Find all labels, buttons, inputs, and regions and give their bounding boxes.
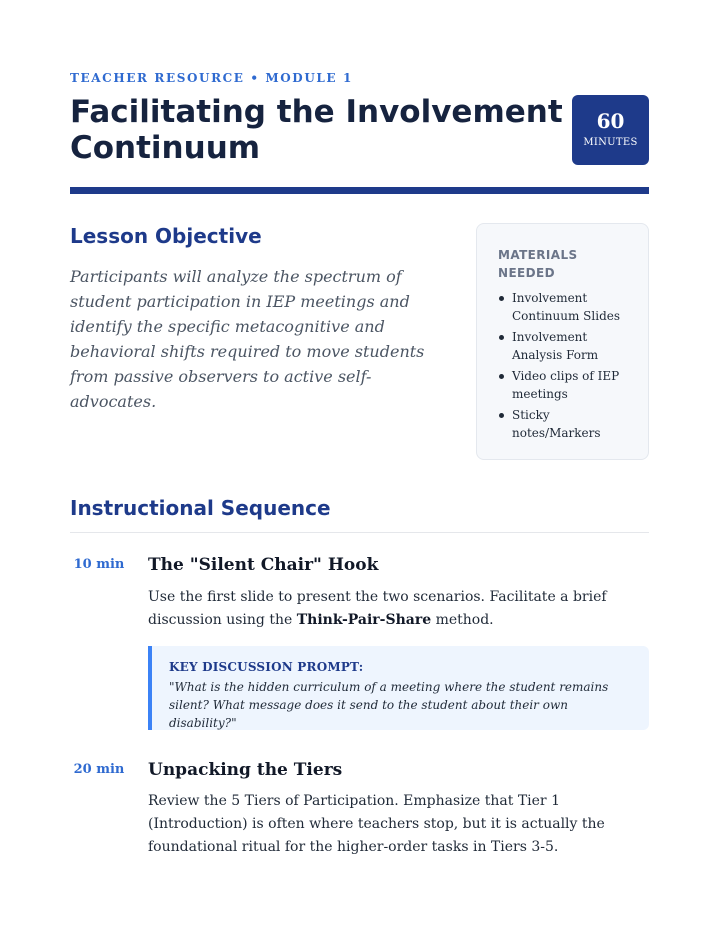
prompt-label: KEY DISCUSSION PROMPT: (169, 660, 364, 674)
objective-text: Participants will analyze the spectrum of student participation in IEP meetings and identify the specific metacognitive and behavioral shifts required to move students from passive observers to active self-advocates. (70, 267, 425, 411)
materials-panel (476, 223, 649, 460)
materials-item: Video clips of IEP meetings (498, 367, 638, 403)
method-name: Think-Pair-Share (296, 612, 432, 628)
materials-list (498, 289, 638, 442)
materials-item: Involvement Analysis Form (498, 328, 638, 364)
duration-unit: MINUTES (583, 137, 638, 148)
sequence-heading: Instructional Sequence (70, 496, 331, 520)
header-divider (70, 187, 649, 194)
objective-heading: Lesson Objective (70, 224, 262, 248)
page-title: Facilitating the Involvement Continuum (70, 94, 563, 166)
module-eyebrow: TEACHER RESOURCE • MODULE 1 (70, 71, 353, 85)
materials-heading: MATERIALS NEEDED (498, 248, 578, 280)
sequence-divider (70, 532, 649, 533)
step-title: The "Silent Chair" Hook (148, 555, 379, 575)
step-time: 10 min (73, 557, 125, 572)
step-time: 20 min (73, 762, 125, 777)
prompt-text: "What is the hidden curriculum of a meeting where the student remains silent? What message does it send to the student about their own disability?" (169, 680, 609, 730)
discussion-prompt (148, 646, 649, 730)
step-description: Use the first slide to present the two scenarios. Facilitate a brief discussion using the Think-Pair-Share method. (148, 589, 607, 628)
step-title: Unpacking the Tiers (148, 760, 343, 780)
materials-item: Involvement Continuum Slides (498, 289, 638, 325)
step-description: Review the 5 Tiers of Participation. Emphasize that Tier 1 (Introduction) is often where teachers stop, but it is actually the foundational ritual for the higher-order tasks in Tiers 3-5. (148, 793, 605, 855)
duration-badge (572, 95, 649, 165)
duration-value: 60 (596, 109, 625, 133)
materials-item: Sticky notes/Markers (498, 406, 638, 442)
